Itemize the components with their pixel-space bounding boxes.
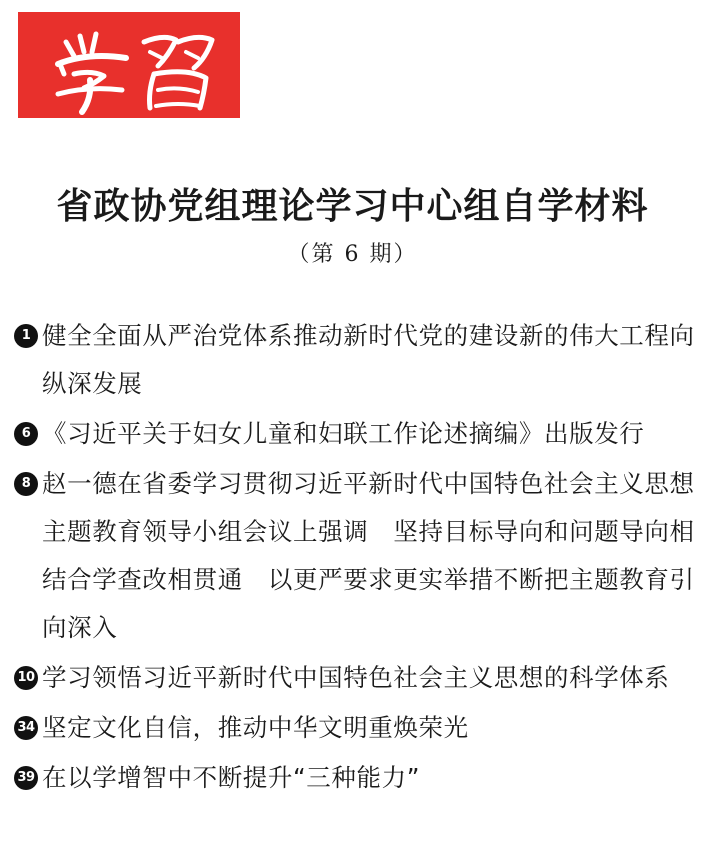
- document-title: 省政协党组理论学习中心组自学材料: [56, 185, 649, 227]
- toc-item[interactable]: [14, 754, 696, 802]
- page-number-badge: 8: [14, 472, 38, 496]
- toc-item-title: 坚定文化自信，推动中华文明重焕荣光: [42, 713, 469, 742]
- toc-item-title: 学习领悟习近平新时代中国特色社会主义思想的科学体系: [42, 663, 670, 692]
- xuexi-logo: [18, 12, 240, 118]
- page-number-badge: 10: [14, 666, 38, 690]
- page-number-badge: 39: [14, 766, 38, 790]
- page-number-badge: 1: [14, 324, 38, 348]
- toc-item-title: 《习近平关于妇女儿童和妇联工作论述摘编》出版发行: [42, 419, 645, 448]
- toc-item[interactable]: [14, 654, 696, 702]
- page-number-badge: 6: [14, 422, 38, 446]
- toc-item[interactable]: [14, 704, 696, 752]
- xuexi-calligraphy-logo: [18, 12, 240, 118]
- toc-item-title: 健全全面从严治党体系推动新时代党的建设新的伟大工程向纵深发展: [42, 321, 695, 398]
- table-of-contents: [14, 312, 696, 802]
- toc-item-title: 赵一德在省委学习贯彻习近平新时代中国特色社会主义思想主题教育领导小组会议上强调 坚持目标导向和问题导向相结合学查改相贯通 以更严要求更实举措不断把主题教育引向深入: [42, 469, 695, 642]
- toc-item[interactable]: [14, 410, 696, 458]
- page-number-badge: 34: [14, 716, 38, 740]
- toc-item[interactable]: [14, 460, 696, 652]
- issue-number: （第 6 期）: [287, 242, 418, 267]
- toc-item[interactable]: [14, 312, 696, 408]
- toc-item-title: 在以学增智中不断提升“三种能力”: [42, 763, 420, 792]
